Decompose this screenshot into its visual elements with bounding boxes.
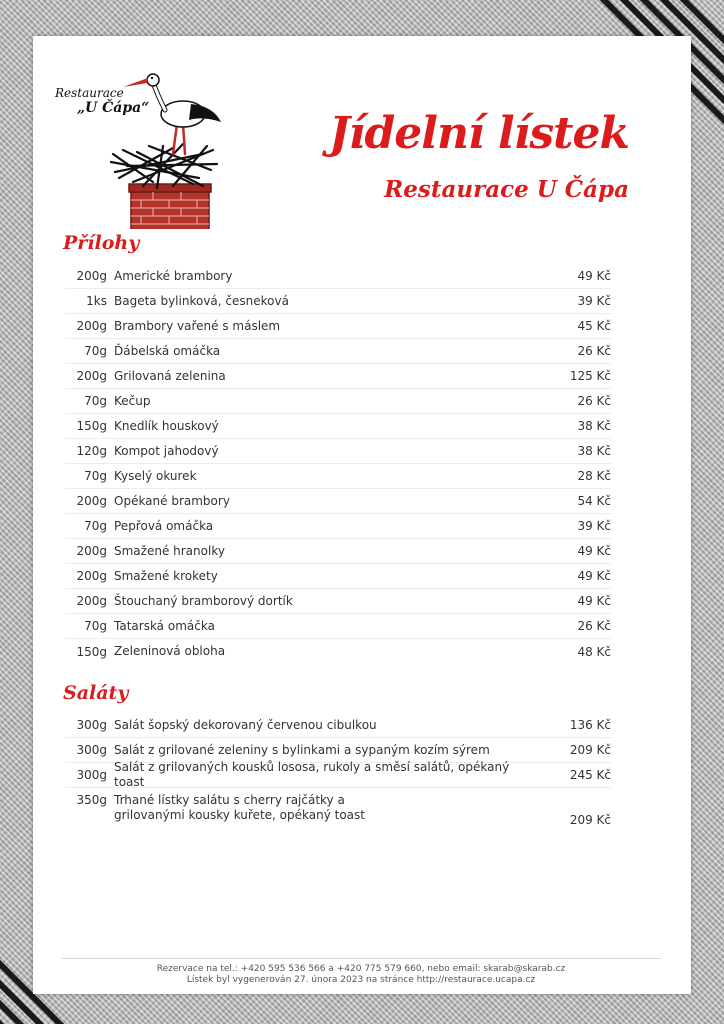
- menu-item: [65, 760, 611, 789]
- menu-sheet: [33, 36, 691, 994]
- item-name: Tatarská omáčka: [114, 618, 215, 633]
- logo-text: [55, 86, 165, 116]
- logo-line-1: Restaurace: [55, 86, 124, 100]
- item-quantity: 300g: [76, 718, 107, 732]
- section-title-salaty: Saláty: [63, 682, 129, 704]
- item-price: 28 Kč: [577, 469, 611, 483]
- item-quantity: 300g: [76, 768, 107, 782]
- menu-list-salaty: [65, 713, 611, 832]
- logo-line-2: „U Čápa“: [77, 100, 150, 116]
- item-quantity: 70g: [84, 394, 107, 408]
- menu-item: [65, 589, 611, 614]
- menu-item: [65, 339, 611, 364]
- item-quantity: 70g: [84, 519, 107, 533]
- menu-item: [65, 639, 611, 664]
- item-name: Knedlík houskový: [114, 418, 219, 433]
- item-price: 125 Kč: [569, 369, 611, 383]
- item-name: Kečup: [114, 393, 151, 408]
- item-name: Salát z grilovaných kousků lososa, rukoly a směsí salátů, opékaný toast: [114, 760, 510, 789]
- item-quantity: 70g: [84, 344, 107, 358]
- footer: [61, 958, 661, 986]
- item-quantity: 300g: [76, 743, 107, 757]
- menu-item: [65, 539, 611, 564]
- menu-item: [65, 514, 611, 539]
- menu-item: [65, 364, 611, 389]
- item-price: 209 Kč: [569, 813, 611, 827]
- item-price: 26 Kč: [577, 619, 611, 633]
- menu-item: [65, 439, 611, 464]
- item-name: Salát z grilované zeleniny s bylinkami a sypaným kozím sýrem: [114, 742, 490, 757]
- item-price: 136 Kč: [569, 718, 611, 732]
- item-name: Trhané lístky salátu s cherry rajčátky a grilovanými kousky kuřete, opékaný toast: [114, 793, 365, 822]
- item-price: 26 Kč: [577, 394, 611, 408]
- menu-item: [65, 788, 611, 832]
- item-quantity: 350g: [76, 793, 107, 807]
- item-name: Salát šopský dekorovaný červenou cibulkou: [114, 717, 377, 732]
- item-name: Štouchaný bramborový dortík: [114, 593, 293, 608]
- item-name: Grilovaná zelenina: [114, 368, 226, 383]
- item-price: 45 Kč: [577, 319, 611, 333]
- item-price: 54 Kč: [577, 494, 611, 508]
- item-price: 49 Kč: [577, 544, 611, 558]
- item-name: Smažené krokety: [114, 568, 218, 583]
- menu-item: [65, 314, 611, 339]
- page-title: Jídelní lístek: [328, 108, 629, 159]
- item-quantity: 70g: [84, 619, 107, 633]
- item-quantity: 200g: [76, 594, 107, 608]
- item-quantity: 200g: [76, 269, 107, 283]
- page-subtitle: Restaurace U Čápa: [384, 176, 629, 203]
- item-price: 49 Kč: [577, 594, 611, 608]
- item-quantity: 120g: [76, 444, 107, 458]
- item-quantity: 70g: [84, 469, 107, 483]
- item-price: 49 Kč: [577, 269, 611, 283]
- item-name: Americké brambory: [114, 268, 233, 283]
- item-name: Smažené hranolky: [114, 543, 225, 558]
- item-quantity: 200g: [76, 494, 107, 508]
- item-price: 49 Kč: [577, 569, 611, 583]
- item-name: Kompot jahodový: [114, 443, 219, 458]
- menu-list-prilohy: [65, 264, 611, 664]
- item-price: 39 Kč: [577, 519, 611, 533]
- item-name: Ďábelská omáčka: [114, 343, 221, 358]
- menu-item: [65, 414, 611, 439]
- item-name: Zeleninová obloha: [114, 644, 226, 658]
- item-price: 38 Kč: [577, 419, 611, 433]
- menu-item: [65, 614, 611, 639]
- menu-item: [65, 289, 611, 314]
- section-title-prilohy: Přílohy: [63, 232, 140, 254]
- menu-item: [65, 713, 611, 738]
- menu-item: [65, 564, 611, 589]
- item-price: 245 Kč: [569, 768, 611, 782]
- item-name: Brambory vařené s máslem: [114, 318, 281, 333]
- item-quantity: 1ks: [86, 294, 107, 308]
- stork-nest-chimney-icon: [53, 54, 223, 229]
- item-price: 209 Kč: [569, 743, 611, 757]
- menu-item: [65, 389, 611, 414]
- item-name: Pepřová omáčka: [114, 518, 214, 533]
- footer-contact: Rezervace na tel.: +420 595 536 566 a +420 775 579 660, nebo email: skarab@skarab.cz: [156, 964, 566, 974]
- item-quantity: 200g: [76, 569, 107, 583]
- item-price: 39 Kč: [577, 294, 611, 308]
- item-quantity: 200g: [76, 544, 107, 558]
- item-quantity: 150g: [76, 644, 107, 659]
- item-price: 38 Kč: [577, 444, 611, 458]
- item-name: Bageta bylinková, česneková: [114, 293, 289, 308]
- menu-item: [65, 264, 611, 289]
- footer-generated: Lístek byl vygenerován 27. února 2023 na stránce http://restaurace.ucapa.cz: [186, 975, 536, 985]
- item-quantity: 200g: [76, 319, 107, 333]
- item-price: 26 Kč: [577, 344, 611, 358]
- item-price: 48 Kč: [577, 644, 611, 659]
- menu-item: [65, 489, 611, 514]
- item-name: Opékané brambory: [114, 493, 230, 508]
- restaurant-logo: [53, 54, 223, 229]
- item-name: Kyselý okurek: [114, 468, 197, 483]
- menu-item: [65, 464, 611, 489]
- item-quantity: 200g: [76, 369, 107, 383]
- item-quantity: 150g: [76, 419, 107, 433]
